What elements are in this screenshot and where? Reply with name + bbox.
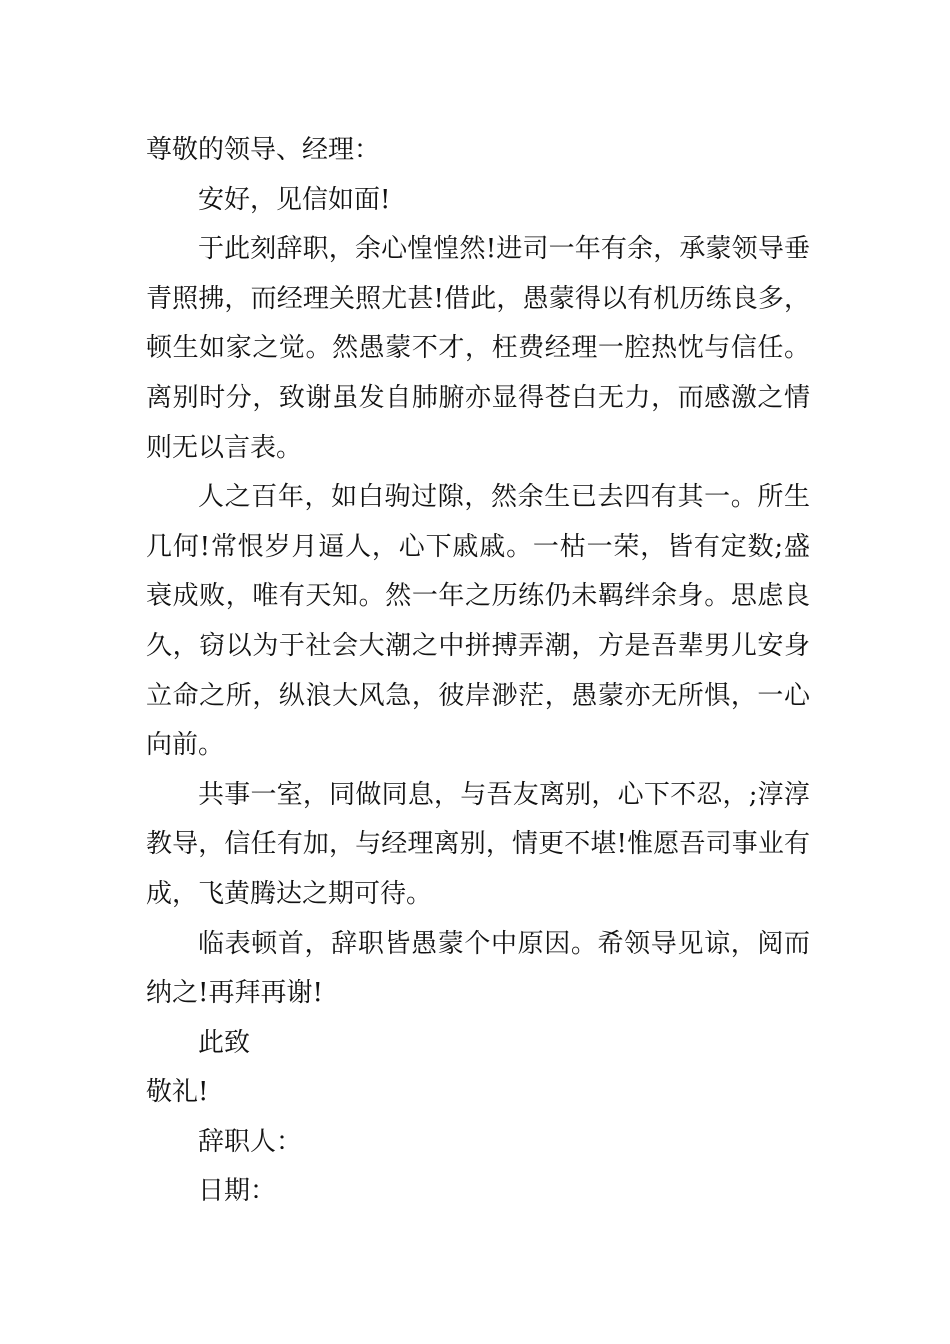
date-label: 日期：	[198, 1176, 277, 1207]
paragraph-reason: 人之百年，如白驹过隙，然余生已去四有其一。所生几何!常恨岁月逼人，心下戚戚。一枯一荣，皆有定数;盛衰成败，唯有天知。然一年之历练仍未羁绊余身。思虑良久，窃以为于社会大潮之中拼搏弄潮，方是吾辈男儿安身立命之所，纵浪大风急，彼岸渺茫，愚蒙亦无所惧，一心向前。	[146, 482, 810, 761]
signer-label: 辞职人：	[198, 1126, 303, 1157]
closing-ci-zhi: 此致	[198, 1027, 251, 1058]
paragraph-conclusion: 临表顿首，辞职皆愚蒙个中原因。希领导见谅，阅而纳之!再拜再谢!	[146, 928, 810, 1009]
salutation: 尊敬的领导、经理：	[146, 135, 381, 165]
greeting: 安好，见信如面!	[198, 184, 391, 215]
paragraph-farewell: 共事一室，同做同息，与吾友离别，心下不忍，;淳淳教导，信任有加，与经理离别，情更不堪!惟愿吾司事业有成，飞黄腾达之期可待。	[146, 779, 810, 909]
paragraph-thanks: 于此刻辞职，余心惶惶然!进司一年有余，承蒙领导垂青照拂，而经理关照尤甚!借此，愚蒙得以有机历练良多，顿生如家之觉。然愚蒙不才，枉费经理一腔热忱与信任。离别时分，致谢虽发自肺腑亦显得苍白无力，而感激之情则无以言表。	[146, 234, 810, 463]
letter-body	[146, 126, 810, 1217]
closing-jing-li: 敬礼!	[146, 1077, 209, 1108]
